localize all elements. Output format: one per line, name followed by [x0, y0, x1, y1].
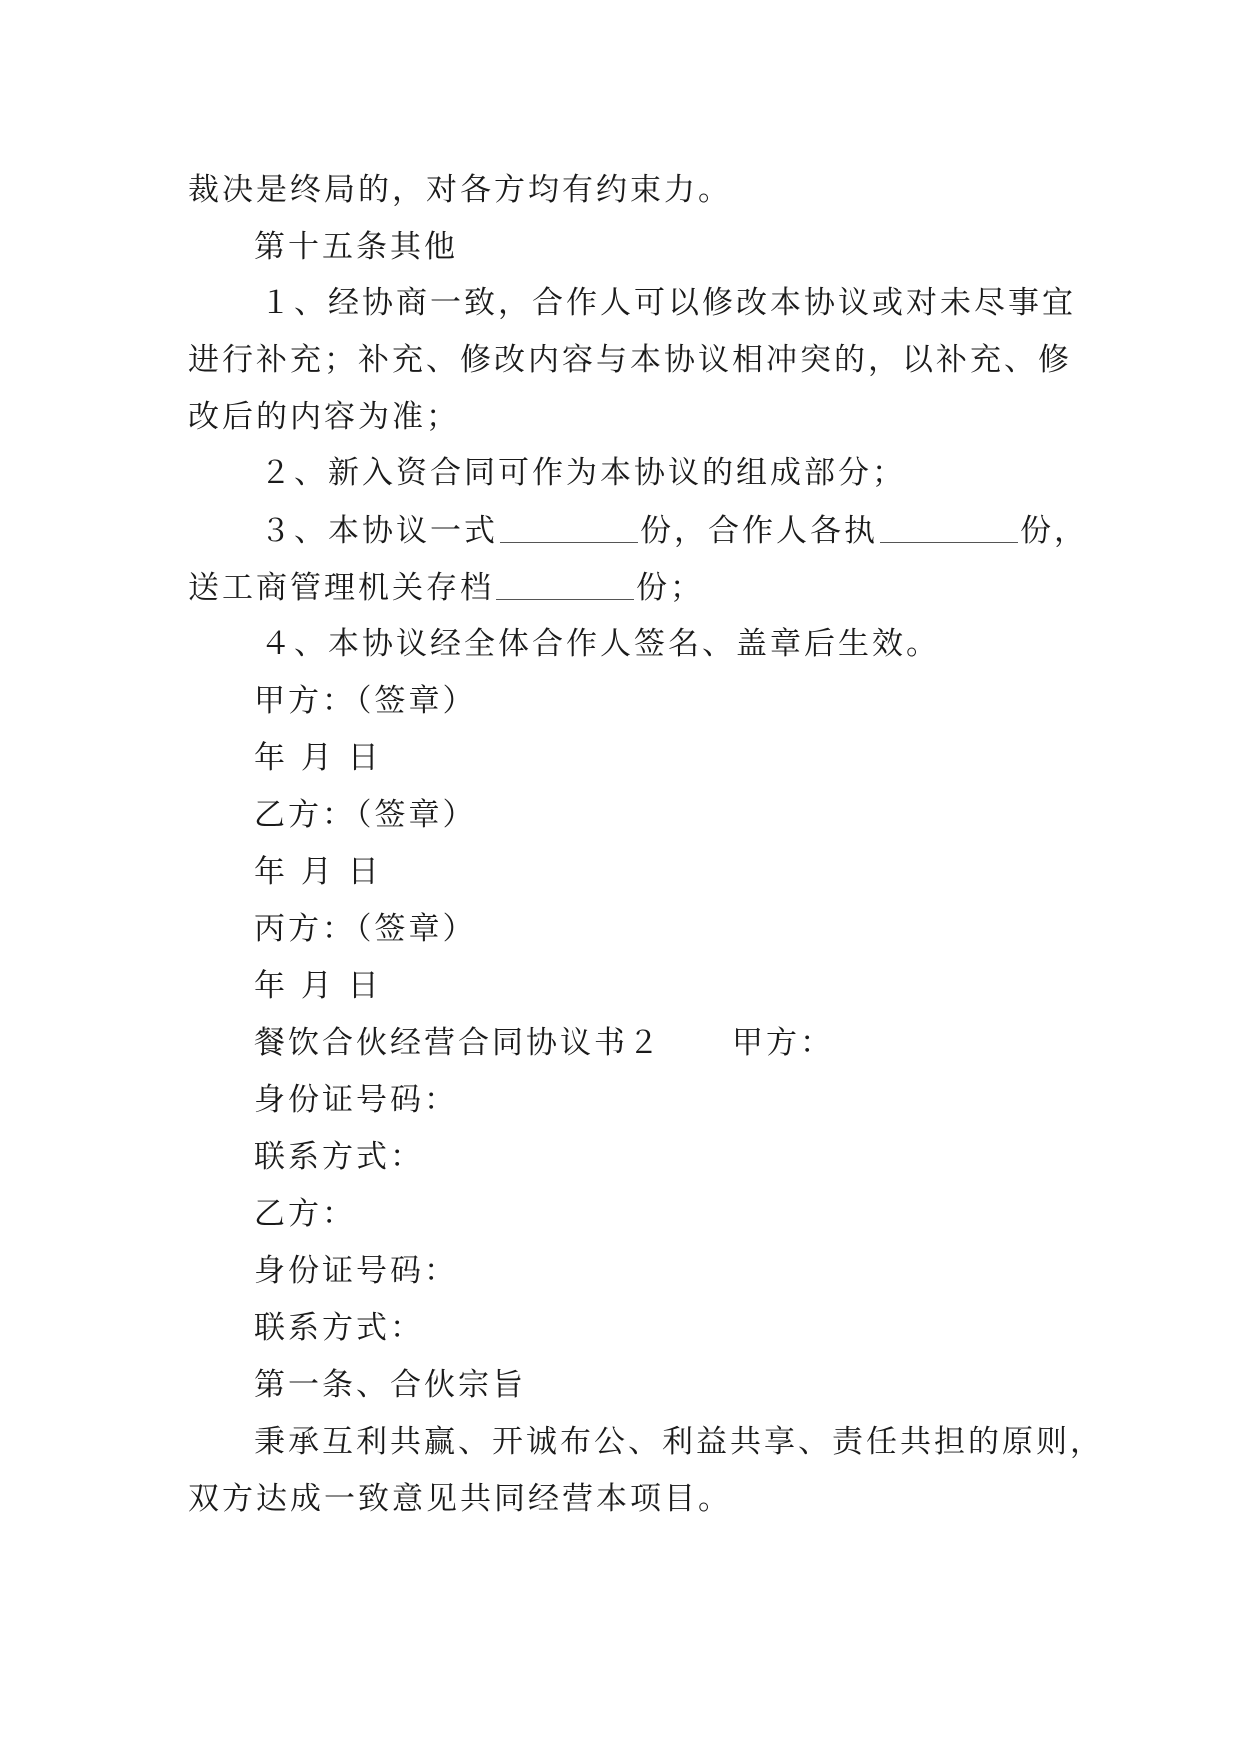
- text-line: 秉承互利共赢、开诚布公、利益共享、责任共担的原则，: [254, 1424, 1104, 1460]
- text-fragment: 送工商管理机关存档: [188, 570, 494, 606]
- text-line: ４、本协议经全体合作人签名、盖章后生效。: [260, 626, 940, 662]
- text-line-with-blanks: [260, 510, 1088, 550]
- id-number-label: 身份证号码：: [254, 1253, 458, 1289]
- date-line: 年 月 日: [254, 740, 382, 776]
- text-line: ２、新入资合同可作为本协议的组成部分；: [260, 455, 906, 491]
- document-title: 餐饮合伙经营合同协议书２: [254, 1025, 662, 1061]
- blank-field: [500, 512, 638, 543]
- blank-field: [496, 569, 634, 600]
- section-heading: 第一条、合伙宗旨: [254, 1367, 526, 1403]
- blank-field: [880, 512, 1018, 543]
- text-fragment: ３、本协议一式: [260, 513, 498, 549]
- contact-label: 联系方式：: [254, 1310, 424, 1346]
- party-a-label: 甲方：: [732, 1025, 834, 1061]
- signature-line: 乙方：（签章）: [254, 797, 477, 833]
- document-title-line: [254, 1023, 834, 1063]
- text-line: 双方达成一致意见共同经营本项目。: [188, 1481, 732, 1517]
- date-line: 年 月 日: [254, 968, 382, 1004]
- text-line: 进行补充；补充、修改内容与本协议相冲突的，以补充、修: [188, 342, 1072, 378]
- date-line: 年 月 日: [254, 854, 382, 890]
- section-heading: 第十五条其他: [254, 229, 458, 265]
- text-fragment: 份，: [1020, 513, 1088, 549]
- signature-line: 丙方：（签章）: [254, 911, 477, 947]
- text-line-with-blanks: [188, 567, 704, 607]
- text-line: 改后的内容为准；: [188, 399, 460, 435]
- text-line: １、经协商一致，合作人可以修改本协议或对未尽事宜: [260, 285, 1076, 321]
- party-b-label: 乙方：: [254, 1196, 356, 1232]
- text-line: 裁决是终局的，对各方均有约束力。: [188, 172, 732, 208]
- text-fragment: 份；: [636, 570, 704, 606]
- text-fragment: 份，合作人各执: [640, 513, 878, 549]
- contact-label: 联系方式：: [254, 1139, 424, 1175]
- signature-line: 甲方：（签章）: [254, 683, 477, 719]
- id-number-label: 身份证号码：: [254, 1082, 458, 1118]
